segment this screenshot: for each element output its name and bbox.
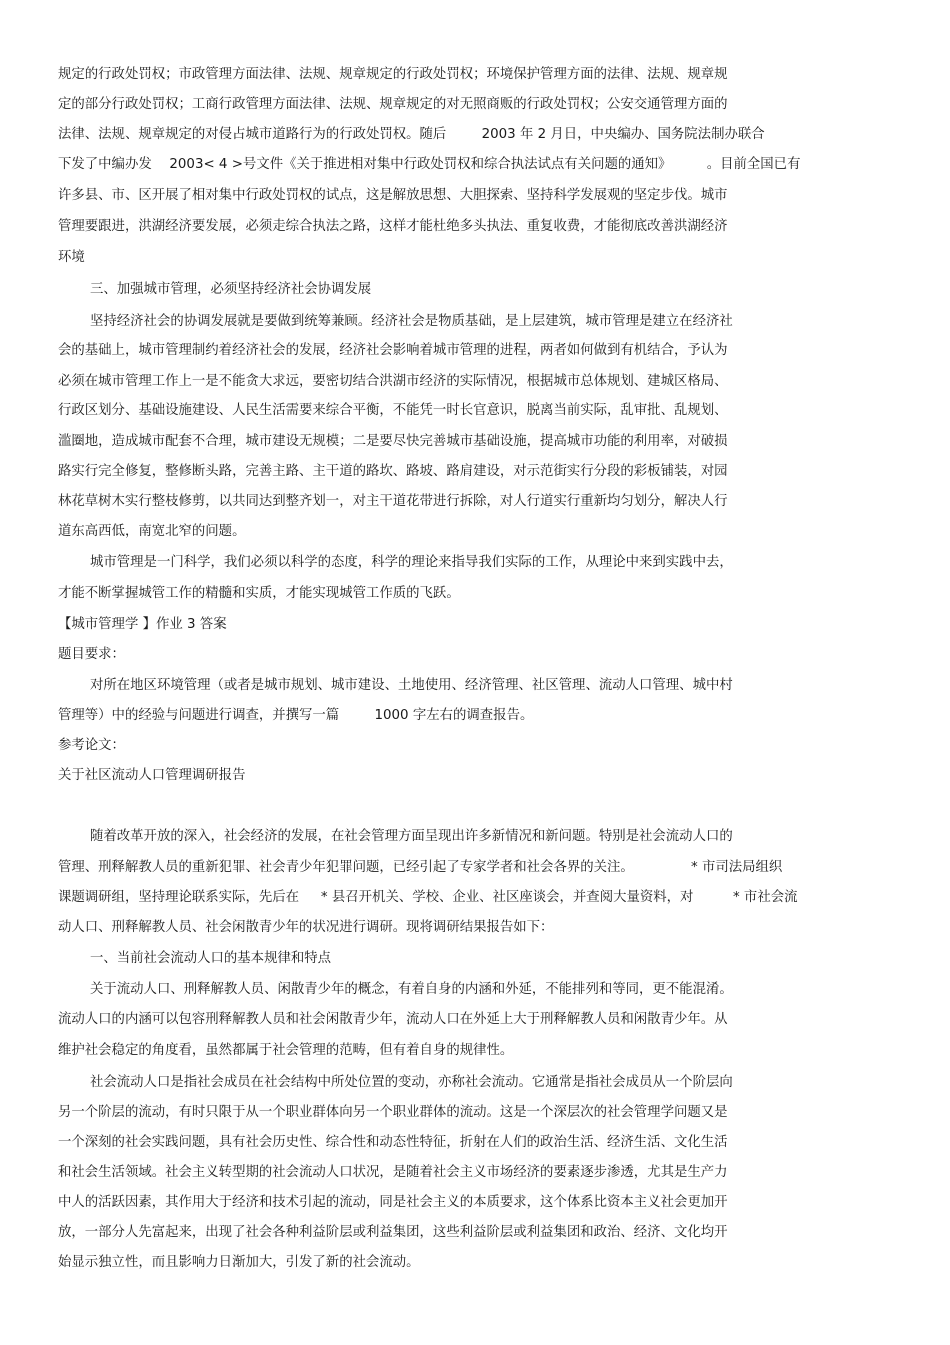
text-line: 管理、刑释解教人员的重新犯罪、社会青少年犯罪问题，已经引起了专家学者和社会各界的关注。 * 市司法局组织 (58, 860, 783, 875)
text-line: 必须在城市管理工作上一是不能贪大求远，要密切结合洪湖市经济的实际情况，根据城市总体规划、建城区格局、 (58, 374, 728, 389)
text-line: 管理等）中的经验与问题进行调查，并撰写一篇 1000 字左右的调查报告。 (58, 708, 534, 723)
text-line: 道东高西低，南宽北窄的问题。 (58, 524, 246, 539)
text-line: 定的部分行政处罚权；工商行政管理方面法律、法规、规章规定的对无照商贩的行政处罚权；公安交通管理方面的 (58, 97, 728, 112)
text-line: 对所在地区环境管理（或者是城市规划、城市建设、土地使用、经济管理、社区管理、流动人口管理、城中村 (90, 678, 733, 693)
text-line: 始显示独立性，而且影响力日渐加大，引发了新的社会流动。 (58, 1255, 420, 1270)
text-line: 行政区划分、基础设施建设、人民生活需要来综合平衡，不能凭一时长官意识，脱离当前实际，乱审批、乱规划、 (58, 403, 728, 418)
text-line: 题目要求： (58, 647, 125, 662)
text-line: 参考论文： (58, 738, 125, 753)
text-line: 法律、法规、规章规定的对侵占城市道路行为的行政处罚权。随后 2003 年 2 月日，中央编办、国务院法制办联合 (58, 127, 765, 142)
text-line: 滥圈地，造成城市配套不合理，城市建设无规模；二是要尽快完善城市基础设施，提高城市功能的利用率，对破损 (58, 434, 728, 449)
text-line: 规定的行政处罚权；市政管理方面法律、法规、规章规定的行政处罚权；环境保护管理方面的法律、法规、规章规 (58, 67, 728, 82)
text-line: 流动人口的内涵可以包容刑释解教人员和社会闲散青少年，流动人口在外延上大于刑释解教人员和闲散青少年。从 (58, 1012, 728, 1027)
text-line: 随着改革开放的深入，社会经济的发展，在社会管理方面呈现出许多新情况和新问题。特别是社会流动人口的 (90, 829, 733, 844)
section-heading: 一、当前社会流动人口的基本规律和特点 (90, 951, 332, 966)
text-line: 和社会生活领域。社会主义转型期的社会流动人口状况，是随着社会主义市场经济的要素逐步渗透，尤其是生产力 (58, 1165, 728, 1180)
text-line: 管理要跟进，洪湖经济要发展，必须走综合执法之路，这样才能杜绝多头执法、重复收费，才能彻底改善洪湖经济 (58, 219, 728, 234)
text-line: 城市管理是一门科学，我们必须以科学的态度，科学的理论来指导我们实际的工作，从理论中来到实践中去， (90, 555, 733, 570)
text-line: 关于流动人口、刑释解教人员、闲散青少年的概念，有着自身的内涵和外延，不能排列和等同，更不能混淆。 (90, 982, 733, 997)
text-line: 放，一部分人先富起来，出现了社会各种利益阶层或利益集团，这些利益阶层或利益集团和政治、经济、文化均开 (58, 1225, 728, 1240)
text-line: 维护社会稳定的角度看，虽然都属于社会管理的范畴，但有着自身的规律性。 (58, 1043, 514, 1058)
text-line: 许多县、市、区开展了相对集中行政处罚权的试点，这是解放思想、大胆探索、坚持科学发展观的坚定步伐。城市 (58, 188, 728, 203)
text-line: 社会流动人口是指社会成员在社会结构中所处位置的变动，亦称社会流动。它通常是指社会成员从一个阶层向 (90, 1075, 733, 1090)
text-line: 下发了中编办发 2003< 4 >号文件《关于推进相对集中行政处罚权和综合执法试点有关问题的通知》 。目前全国已有 (58, 157, 801, 172)
report-title: 关于社区流动人口管理调研报告 (58, 768, 246, 783)
text-line: 林花草树木实行整枝修剪，以共同达到整齐划一，对主干道花带进行拆除，对人行道实行重新均匀划分，解决人行 (58, 494, 728, 509)
text-line: 会的基础上，城市管理制约着经济社会的发展，经济社会影响着城市管理的进程，两者如何做到有机结合，予认为 (58, 343, 728, 358)
text-line: 动人口、刑释解教人员、社会闲散青少年的状况进行调研。现将调研结果报告如下： (58, 920, 554, 935)
text-line: 坚持经济社会的协调发展就是要做到统筹兼顾。经济社会是物质基础，是上层建筑，城市管理是建立在经济社 (90, 314, 733, 329)
text-line: 环境 (58, 250, 85, 265)
text-line: 另一个阶层的流动，有时只限于从一个职业群体向另一个职业群体的流动。这是一个深层次的社会管理学问题又是 (58, 1105, 728, 1120)
section-heading: 三、加强城市管理，必须坚持经济社会协调发展 (90, 282, 372, 297)
text-line: 路实行完全修复，整修断头路，完善主路、主干道的路坎、路坡、路肩建设，对示范街实行分段的彩板铺装，对园 (58, 464, 728, 479)
assignment-heading: 【城市管理学 】作业 3 答案 (58, 617, 227, 632)
text-line: 中人的活跃因素，其作用大于经济和技术引起的流动，同是社会主义的本质要求，这个体系比资本主义社会更加开 (58, 1195, 728, 1210)
text-line: 课题调研组，坚持理论联系实际，先后在 * 县召开机关、学校、企业、社区座谈会，并查阅大量资料，对 * 市社会流 (58, 890, 798, 905)
text-line: 一个深刻的社会实践问题，具有社会历史性、综合性和动态性特征，折射在人们的政治生活、经济生活、文化生活 (58, 1135, 728, 1150)
text-line: 才能不断掌握城管工作的精髓和实质，才能实现城管工作质的飞跃。 (58, 586, 460, 601)
